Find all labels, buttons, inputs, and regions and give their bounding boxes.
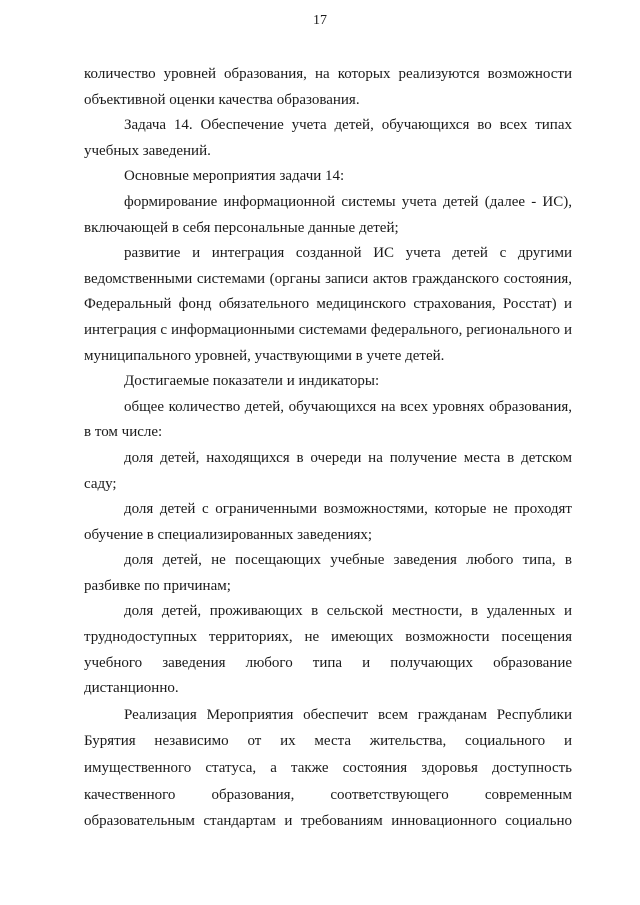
paragraph-5: развитие и интеграция созданной ИС учета детей с другими ведомственными системами (органы записи актов гражданского состояния, Федеральный фонд обязательного медицинского страхования, Росстат) и интеграция с информационными системами федерального, регионального и муниципального уровней, участвующими в учете детей.: [84, 245, 572, 364]
paragraph-2: Задача 14. Обеспечение учета детей, обучающихся во всех типах учебных заведений.: [84, 117, 572, 159]
page-number: 17: [313, 13, 327, 28]
paragraph-10: доля детей, не посещающих учебные заведения любого типа, в разбивке по причинам;: [84, 552, 572, 594]
paragraph-3: Основные мероприятия задачи 14:: [124, 168, 345, 185]
paragraph-11: доля детей, проживающих в сельской местности, в удаленных и труднодоступных территориях, не имеющих возможности посещения учебного заведения любого типа и получающих образование дистанционно.: [84, 603, 572, 697]
paragraph-12: Реализация Мероприятия обеспечит всем гражданам Республики Бурятия независимо от их места жительства, социального и имущественного статуса, а также состояния здоровья доступность качественного образования, соответствующего современным образовательным стандартам и требованиям инновационного социально: [84, 706, 572, 830]
paragraph-9: доля детей с ограниченными возможностями, которые не проходят обучение в специализированных заведениях;: [84, 501, 572, 543]
paragraph-6: Достигаемые показатели и индикаторы:: [124, 373, 380, 390]
body-text: [84, 62, 572, 835]
paragraph-7: общее количество детей, обучающихся на всех уровнях образования, в том числе:: [84, 398, 572, 441]
paragraph-1: количество уровней образования, на которых реализуются возможности объективной оценки качества образования.: [84, 66, 572, 108]
paragraph-8: доля детей, находящихся в очереди на получение места в детском саду;: [84, 449, 572, 492]
paragraph-4: формирование информационной системы учета детей (далее - ИС), включающей в себя персональные данные детей;: [84, 193, 572, 236]
